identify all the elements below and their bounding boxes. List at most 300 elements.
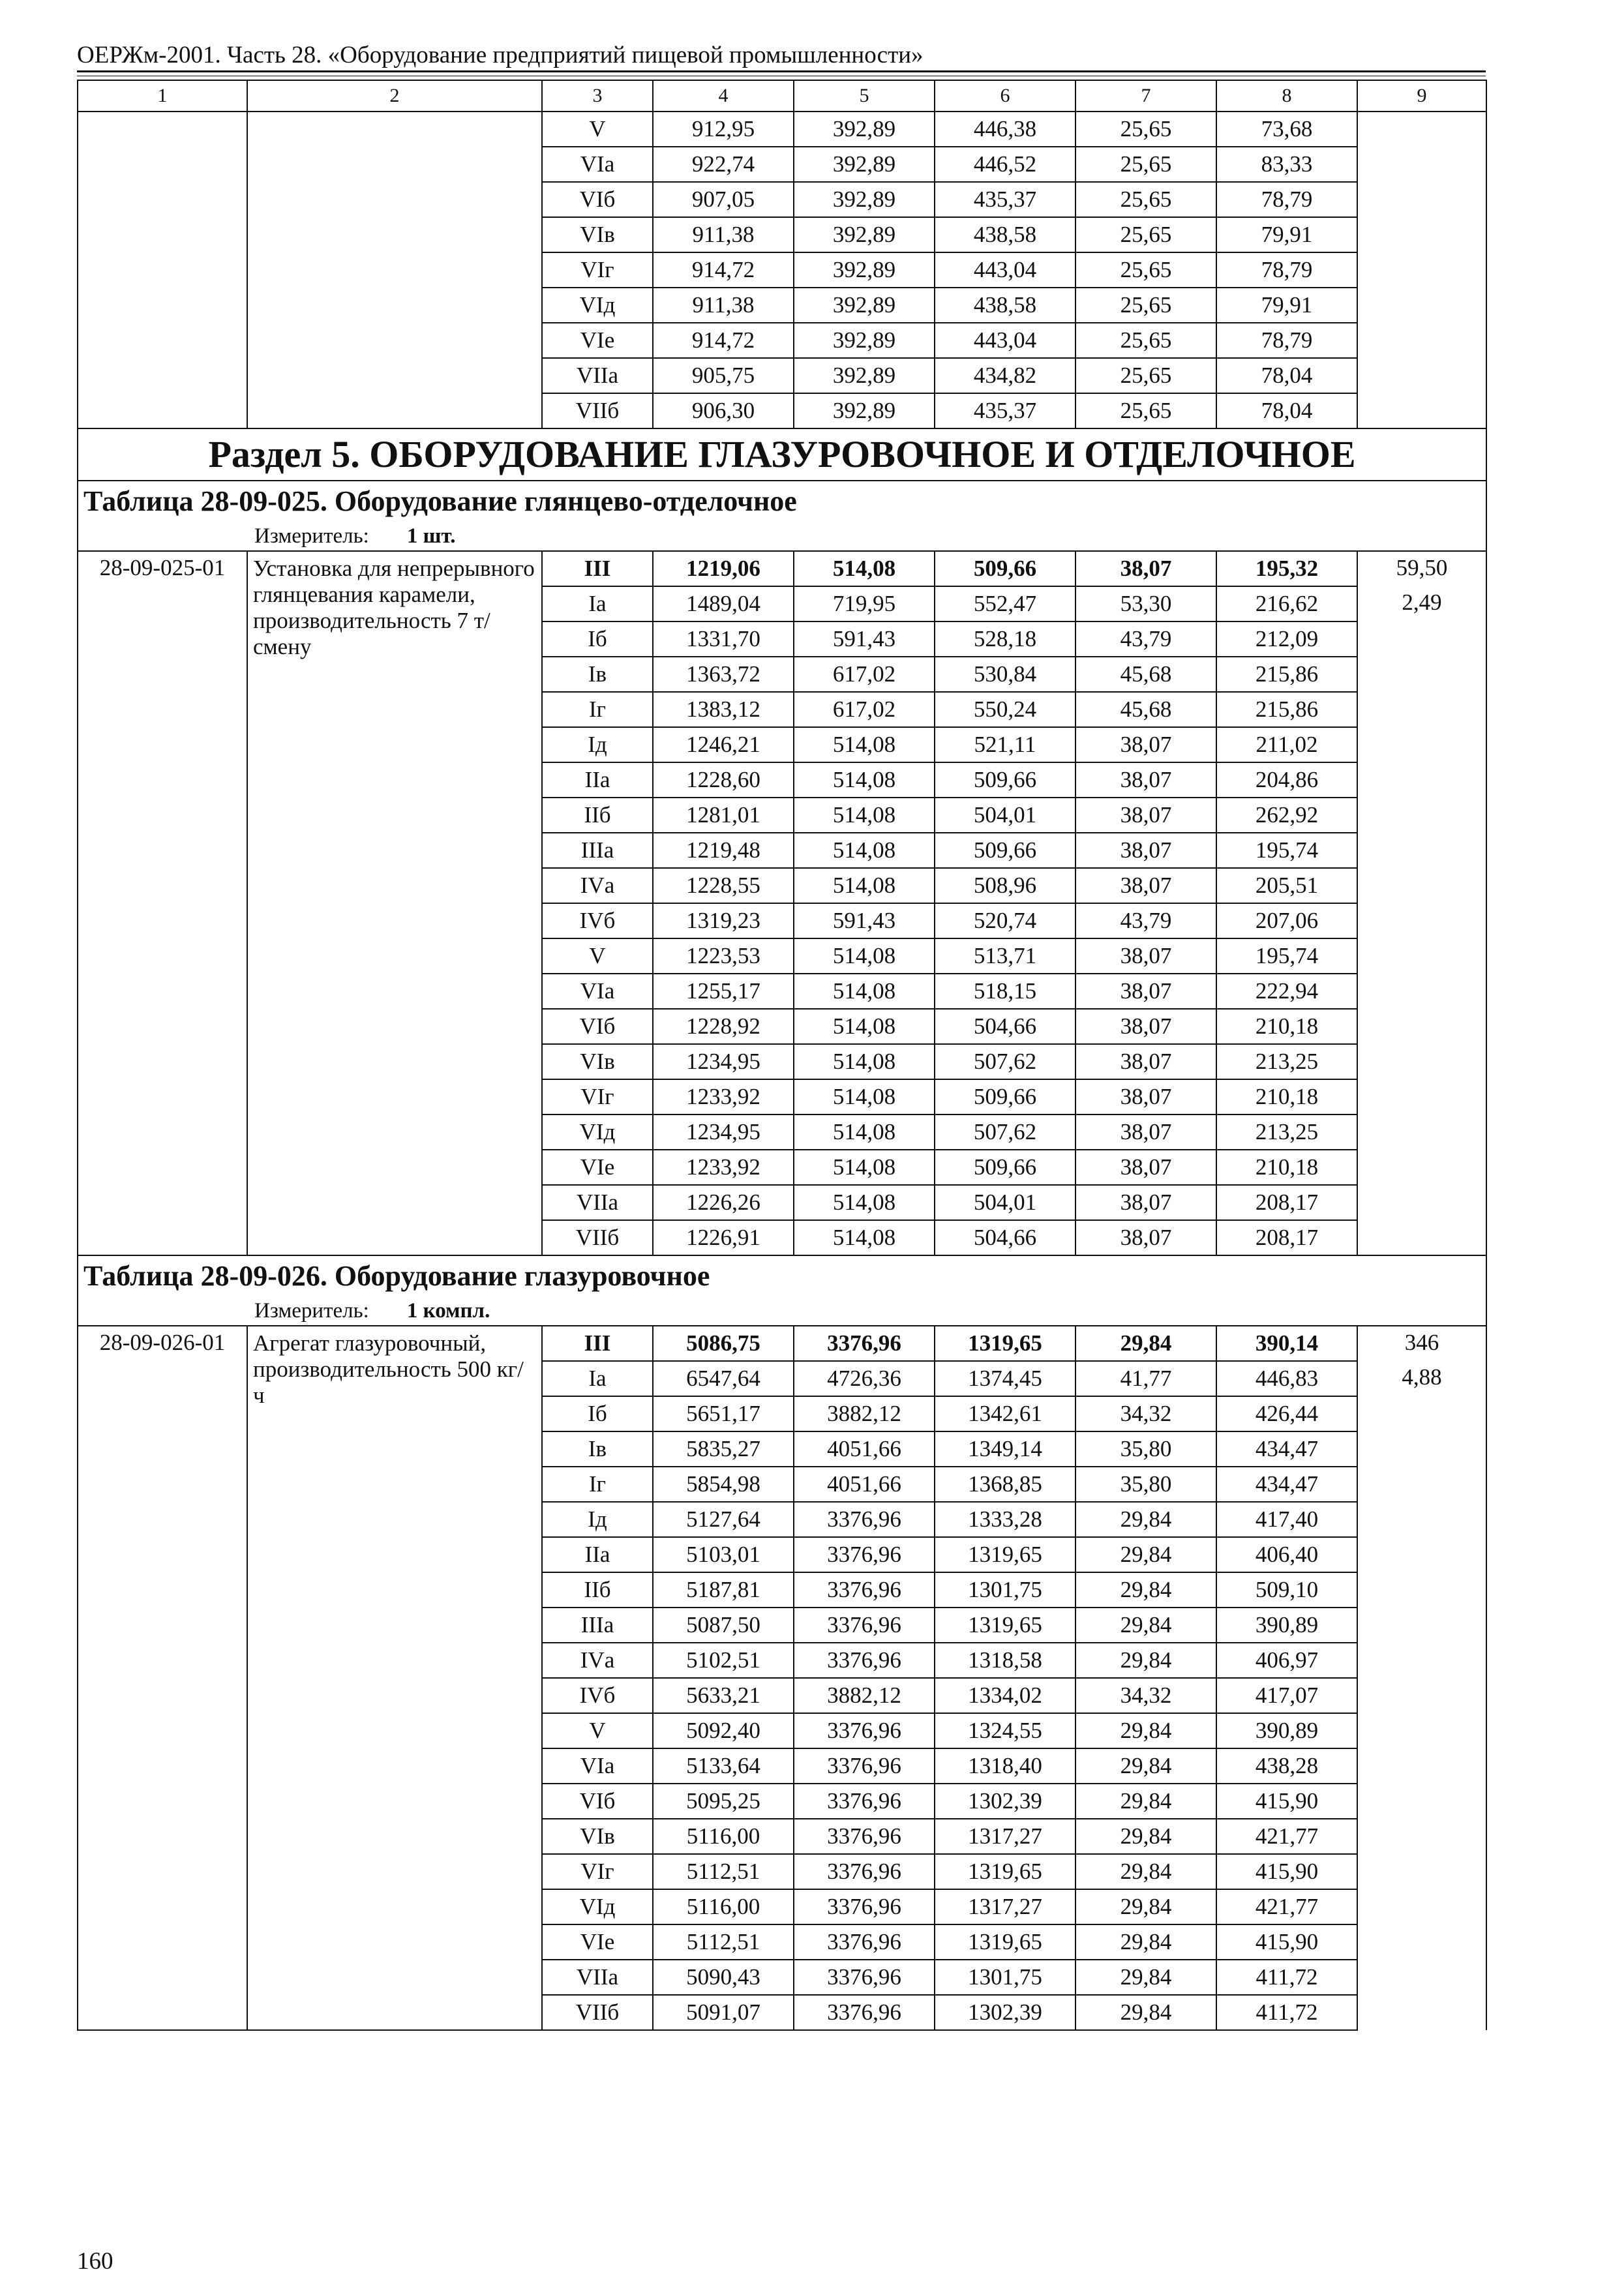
value-cell: 1317,27 xyxy=(935,1889,1075,1924)
measure-label: Измеритель: xyxy=(254,524,369,548)
value-cell: 210,18 xyxy=(1216,1079,1357,1115)
value-cell: 914,72 xyxy=(653,323,794,358)
value-cell: 25,65 xyxy=(1075,182,1216,217)
zone-cell: VIг xyxy=(542,1854,653,1889)
value-cell: 5133,64 xyxy=(653,1748,794,1784)
value-cell: 1301,75 xyxy=(935,1572,1075,1608)
rate-main-cell: 59,50 xyxy=(1357,551,1486,586)
value-cell: 504,01 xyxy=(935,798,1075,833)
value-cell: 3376,96 xyxy=(794,1713,935,1748)
value-cell: 4051,66 xyxy=(794,1467,935,1502)
value-cell: 29,84 xyxy=(1075,1713,1216,1748)
value-cell: 25,65 xyxy=(1075,288,1216,323)
value-cell: 392,89 xyxy=(794,323,935,358)
value-cell: 3376,96 xyxy=(794,1643,935,1678)
value-cell: 1317,27 xyxy=(935,1819,1075,1854)
zone-cell: VIв xyxy=(542,217,653,252)
value-cell: 1319,65 xyxy=(935,1608,1075,1643)
value-cell: 38,07 xyxy=(1075,868,1216,903)
value-cell: 392,89 xyxy=(794,358,935,393)
value-cell: 392,89 xyxy=(794,217,935,252)
zone-cell: IIб xyxy=(542,1572,653,1608)
value-cell: 3376,96 xyxy=(794,1572,935,1608)
column-number: 5 xyxy=(794,80,935,112)
value-cell: 1489,04 xyxy=(653,586,794,621)
value-cell: 29,84 xyxy=(1075,1819,1216,1854)
value-cell: 514,08 xyxy=(794,868,935,903)
zone-cell: VIб xyxy=(542,182,653,217)
value-cell: 438,58 xyxy=(935,217,1075,252)
zone-cell: V xyxy=(542,1713,653,1748)
value-cell: 3376,96 xyxy=(794,1784,935,1819)
name-cell-empty xyxy=(247,112,542,428)
value-cell: 38,07 xyxy=(1075,974,1216,1009)
value-cell: 514,08 xyxy=(794,1185,935,1220)
value-cell: 5087,50 xyxy=(653,1608,794,1643)
value-cell: 3376,96 xyxy=(794,1608,935,1643)
value-cell: 1319,23 xyxy=(653,903,794,938)
value-cell: 392,89 xyxy=(794,393,935,428)
value-cell: 390,14 xyxy=(1216,1326,1357,1361)
value-cell: 210,18 xyxy=(1216,1150,1357,1185)
value-cell: 434,47 xyxy=(1216,1431,1357,1467)
code-cell: 28-09-025-01 xyxy=(78,551,247,1255)
value-cell: 514,08 xyxy=(794,833,935,868)
value-cell: 1281,01 xyxy=(653,798,794,833)
value-cell: 1319,65 xyxy=(935,1537,1075,1572)
value-cell: 1219,06 xyxy=(653,551,794,586)
name-cell: Установка для непрерывного глянцевания карамели, производительность 7 т/смену xyxy=(247,551,542,1255)
value-cell: 5092,40 xyxy=(653,1713,794,1748)
value-cell: 1233,92 xyxy=(653,1079,794,1115)
value-cell: 922,74 xyxy=(653,147,794,182)
value-cell: 216,62 xyxy=(1216,586,1357,621)
value-cell: 1319,65 xyxy=(935,1326,1075,1361)
value-cell: 25,65 xyxy=(1075,323,1216,358)
rate-second-cell: 4,88 xyxy=(1357,1361,1486,2030)
value-cell: 1228,92 xyxy=(653,1009,794,1044)
value-cell: 1234,95 xyxy=(653,1044,794,1079)
zone-cell: VIд xyxy=(542,1115,653,1150)
zone-cell: Iа xyxy=(542,1361,653,1396)
rate-second-cell: 2,49 xyxy=(1357,586,1486,1255)
value-cell: 29,84 xyxy=(1075,1537,1216,1572)
value-cell: 426,44 xyxy=(1216,1396,1357,1431)
zone-cell: VIа xyxy=(542,147,653,182)
value-cell: 38,07 xyxy=(1075,798,1216,833)
value-cell: 35,80 xyxy=(1075,1467,1216,1502)
zone-cell: IVа xyxy=(542,1643,653,1678)
value-cell: 5103,01 xyxy=(653,1537,794,1572)
value-cell: 530,84 xyxy=(935,657,1075,692)
value-cell: 38,07 xyxy=(1075,727,1216,762)
value-cell: 25,65 xyxy=(1075,217,1216,252)
name-cell: Агрегат глазуровочный, производительность 500 кг/ч xyxy=(247,1326,542,2030)
value-cell: 514,08 xyxy=(794,551,935,586)
value-cell: 3376,96 xyxy=(794,1326,935,1361)
value-cell: 446,38 xyxy=(935,112,1075,147)
table-title: Таблица 28-09-025. Оборудование глянцево-отделочное xyxy=(78,481,1486,522)
value-cell: 513,71 xyxy=(935,938,1075,974)
value-cell: 4726,36 xyxy=(794,1361,935,1396)
measure-row xyxy=(78,522,1486,551)
value-cell: 914,72 xyxy=(653,252,794,288)
value-cell: 1301,75 xyxy=(935,1960,1075,1995)
value-cell: 38,07 xyxy=(1075,1009,1216,1044)
value-cell: 3376,96 xyxy=(794,1889,935,1924)
value-cell: 29,84 xyxy=(1075,1960,1216,1995)
value-cell: 73,68 xyxy=(1216,112,1357,147)
value-cell: 43,79 xyxy=(1075,621,1216,657)
value-cell: 29,84 xyxy=(1075,1643,1216,1678)
value-cell: 34,32 xyxy=(1075,1396,1216,1431)
value-cell: 509,66 xyxy=(935,1150,1075,1185)
value-cell: 509,66 xyxy=(935,762,1075,798)
value-cell: 35,80 xyxy=(1075,1431,1216,1467)
measure-row xyxy=(78,1296,1486,1326)
value-cell: 911,38 xyxy=(653,288,794,323)
value-cell: 29,84 xyxy=(1075,1502,1216,1537)
value-cell: 591,43 xyxy=(794,903,935,938)
value-cell: 417,40 xyxy=(1216,1502,1357,1537)
column-number: 8 xyxy=(1216,80,1357,112)
value-cell: 514,08 xyxy=(794,1220,935,1255)
value-cell: 29,84 xyxy=(1075,1889,1216,1924)
table-title: Таблица 28-09-026. Оборудование глазуровочное xyxy=(78,1255,1486,1296)
value-cell: 507,62 xyxy=(935,1115,1075,1150)
value-cell: 1302,39 xyxy=(935,1995,1075,2030)
value-cell: 3376,96 xyxy=(794,1748,935,1784)
zone-cell: Iг xyxy=(542,1467,653,1502)
value-cell: 1319,65 xyxy=(935,1854,1075,1889)
value-cell: 514,08 xyxy=(794,974,935,1009)
value-cell: 1342,61 xyxy=(935,1396,1075,1431)
zone-cell: VIIа xyxy=(542,1185,653,1220)
zone-cell: IIб xyxy=(542,798,653,833)
value-cell: 905,75 xyxy=(653,358,794,393)
value-cell: 1233,92 xyxy=(653,1150,794,1185)
value-cell: 38,07 xyxy=(1075,833,1216,868)
zone-cell: V xyxy=(542,938,653,974)
value-cell: 912,95 xyxy=(653,112,794,147)
zone-cell: VIе xyxy=(542,1150,653,1185)
value-cell: 514,08 xyxy=(794,762,935,798)
value-cell: 1318,58 xyxy=(935,1643,1075,1678)
value-cell: 5095,25 xyxy=(653,1784,794,1819)
value-cell: 550,24 xyxy=(935,692,1075,727)
table-title-row xyxy=(78,1255,1486,1296)
value-cell: 38,07 xyxy=(1075,1044,1216,1079)
value-cell: 195,74 xyxy=(1216,833,1357,868)
value-cell: 719,95 xyxy=(794,586,935,621)
zone-cell: Iб xyxy=(542,1396,653,1431)
value-cell: 911,38 xyxy=(653,217,794,252)
value-cell: 438,28 xyxy=(1216,1748,1357,1784)
value-cell: 83,33 xyxy=(1216,147,1357,182)
value-cell: 446,83 xyxy=(1216,1361,1357,1396)
zone-cell: Iв xyxy=(542,657,653,692)
value-cell: 1368,85 xyxy=(935,1467,1075,1502)
value-cell: 507,62 xyxy=(935,1044,1075,1079)
value-cell: 392,89 xyxy=(794,252,935,288)
value-cell: 1331,70 xyxy=(653,621,794,657)
value-cell: 392,89 xyxy=(794,112,935,147)
value-cell: 5854,98 xyxy=(653,1467,794,1502)
value-cell: 421,77 xyxy=(1216,1889,1357,1924)
value-cell: 38,07 xyxy=(1075,1220,1216,1255)
value-cell: 1383,12 xyxy=(653,692,794,727)
value-cell: 1334,02 xyxy=(935,1678,1075,1713)
table-title-row xyxy=(78,481,1486,522)
value-cell: 204,86 xyxy=(1216,762,1357,798)
column-number: 6 xyxy=(935,80,1075,112)
value-cell: 78,79 xyxy=(1216,252,1357,288)
value-cell: 504,01 xyxy=(935,1185,1075,1220)
zone-cell: VIе xyxy=(542,1924,653,1960)
value-cell: 79,91 xyxy=(1216,288,1357,323)
value-cell: 6547,64 xyxy=(653,1361,794,1396)
value-cell: 78,79 xyxy=(1216,182,1357,217)
value-cell: 443,04 xyxy=(935,252,1075,288)
zone-cell: Iд xyxy=(542,1502,653,1537)
zone-cell: IIIа xyxy=(542,833,653,868)
zone-cell: V xyxy=(542,112,653,147)
table-row xyxy=(78,551,1486,586)
value-cell: 509,66 xyxy=(935,551,1075,586)
value-cell: 41,77 xyxy=(1075,1361,1216,1396)
value-cell: 5633,21 xyxy=(653,1678,794,1713)
value-cell: 443,04 xyxy=(935,323,1075,358)
value-cell: 38,07 xyxy=(1075,1115,1216,1150)
zone-cell: Iд xyxy=(542,727,653,762)
value-cell: 411,72 xyxy=(1216,1995,1357,2030)
value-cell: 514,08 xyxy=(794,798,935,833)
column-number: 3 xyxy=(542,80,653,112)
value-cell: 509,10 xyxy=(1216,1572,1357,1608)
value-cell: 5116,00 xyxy=(653,1819,794,1854)
column-number: 2 xyxy=(247,80,542,112)
measure-label: Измеритель: xyxy=(254,1299,369,1323)
value-cell: 78,04 xyxy=(1216,393,1357,428)
zone-cell: VIд xyxy=(542,288,653,323)
value-cell: 5102,51 xyxy=(653,1643,794,1678)
value-cell: 446,52 xyxy=(935,147,1075,182)
value-cell: 25,65 xyxy=(1075,252,1216,288)
value-cell: 3376,96 xyxy=(794,1819,935,1854)
value-cell: 3376,96 xyxy=(794,1537,935,1572)
value-cell: 1318,40 xyxy=(935,1748,1075,1784)
value-cell: 509,66 xyxy=(935,833,1075,868)
zone-cell: VIг xyxy=(542,252,653,288)
value-cell: 5651,17 xyxy=(653,1396,794,1431)
value-cell: 25,65 xyxy=(1075,147,1216,182)
value-cell: 1349,14 xyxy=(935,1431,1075,1467)
value-cell: 421,77 xyxy=(1216,1819,1357,1854)
value-cell: 406,97 xyxy=(1216,1643,1357,1678)
code-cell: 28-09-026-01 xyxy=(78,1326,247,2030)
zone-cell: IIIа xyxy=(542,1608,653,1643)
value-cell: 417,07 xyxy=(1216,1678,1357,1713)
value-cell: 415,90 xyxy=(1216,1854,1357,1889)
value-cell: 1374,45 xyxy=(935,1361,1075,1396)
value-cell: 213,25 xyxy=(1216,1115,1357,1150)
value-cell: 1302,39 xyxy=(935,1784,1075,1819)
zone-cell: Iг xyxy=(542,692,653,727)
value-cell: 435,37 xyxy=(935,393,1075,428)
value-cell: 514,08 xyxy=(794,1009,935,1044)
value-cell: 79,91 xyxy=(1216,217,1357,252)
rate-cell-empty xyxy=(1357,112,1486,428)
value-cell: 520,74 xyxy=(935,903,1075,938)
value-cell: 514,08 xyxy=(794,727,935,762)
value-cell: 78,79 xyxy=(1216,323,1357,358)
value-cell: 390,89 xyxy=(1216,1713,1357,1748)
value-cell: 195,32 xyxy=(1216,551,1357,586)
zone-cell: III xyxy=(542,551,653,586)
zone-cell: IVб xyxy=(542,903,653,938)
value-cell: 617,02 xyxy=(794,657,935,692)
value-cell: 5127,64 xyxy=(653,1502,794,1537)
value-cell: 518,15 xyxy=(935,974,1075,1009)
zone-cell: Iа xyxy=(542,586,653,621)
value-cell: 29,84 xyxy=(1075,1748,1216,1784)
zone-cell: VIIб xyxy=(542,393,653,428)
value-cell: 38,07 xyxy=(1075,551,1216,586)
value-cell: 5187,81 xyxy=(653,1572,794,1608)
value-cell: 521,11 xyxy=(935,727,1075,762)
value-cell: 25,65 xyxy=(1075,112,1216,147)
value-cell: 38,07 xyxy=(1075,1185,1216,1220)
value-cell: 29,84 xyxy=(1075,1784,1216,1819)
value-cell: 514,08 xyxy=(794,1150,935,1185)
value-cell: 434,47 xyxy=(1216,1467,1357,1502)
value-cell: 38,07 xyxy=(1075,762,1216,798)
value-cell: 213,25 xyxy=(1216,1044,1357,1079)
value-cell: 514,08 xyxy=(794,938,935,974)
value-cell: 195,74 xyxy=(1216,938,1357,974)
value-cell: 1226,26 xyxy=(653,1185,794,1220)
value-cell: 215,86 xyxy=(1216,657,1357,692)
value-cell: 29,84 xyxy=(1075,1326,1216,1361)
column-number: 7 xyxy=(1075,80,1216,112)
value-cell: 45,68 xyxy=(1075,692,1216,727)
code-cell-empty xyxy=(78,112,247,428)
zone-cell: III xyxy=(542,1326,653,1361)
zone-cell: IIа xyxy=(542,1537,653,1572)
value-cell: 29,84 xyxy=(1075,1924,1216,1960)
value-cell: 5112,51 xyxy=(653,1924,794,1960)
zone-cell: IIа xyxy=(542,762,653,798)
value-cell: 1226,91 xyxy=(653,1220,794,1255)
value-cell: 617,02 xyxy=(794,692,935,727)
value-cell: 5091,07 xyxy=(653,1995,794,2030)
value-cell: 906,30 xyxy=(653,393,794,428)
value-cell: 1223,53 xyxy=(653,938,794,974)
value-cell: 1246,21 xyxy=(653,727,794,762)
value-cell: 5090,43 xyxy=(653,1960,794,1995)
value-cell: 3376,96 xyxy=(794,1924,935,1960)
rate-main-cell: 346 xyxy=(1357,1326,1486,1361)
zone-cell: IVа xyxy=(542,868,653,903)
zone-cell: VIIа xyxy=(542,1960,653,1995)
value-cell: 29,84 xyxy=(1075,1995,1216,2030)
column-number: 1 xyxy=(78,80,247,112)
measure-value: 1 компл. xyxy=(406,1299,490,1323)
value-cell: 25,65 xyxy=(1075,358,1216,393)
zone-cell: IVб xyxy=(542,1678,653,1713)
value-cell: 504,66 xyxy=(935,1009,1075,1044)
value-cell: 3376,96 xyxy=(794,1960,935,1995)
zone-cell: VIд xyxy=(542,1889,653,1924)
value-cell: 1333,28 xyxy=(935,1502,1075,1537)
page-header-title: ОЕРЖм-2001. Часть 28. «Оборудование предприятий пищевой промышленности» xyxy=(77,42,924,68)
value-cell: 38,07 xyxy=(1075,1079,1216,1115)
value-cell: 1255,17 xyxy=(653,974,794,1009)
value-cell: 215,86 xyxy=(1216,692,1357,727)
value-cell: 3376,96 xyxy=(794,1502,935,1537)
zone-cell: VIIа xyxy=(542,358,653,393)
value-cell: 29,84 xyxy=(1075,1572,1216,1608)
value-cell: 5112,51 xyxy=(653,1854,794,1889)
zone-cell: VIIб xyxy=(542,1995,653,2030)
value-cell: 38,07 xyxy=(1075,1150,1216,1185)
value-cell: 29,84 xyxy=(1075,1854,1216,1889)
zone-cell: VIв xyxy=(542,1044,653,1079)
value-cell: 53,30 xyxy=(1075,586,1216,621)
value-cell: 508,96 xyxy=(935,868,1075,903)
value-cell: 434,82 xyxy=(935,358,1075,393)
value-cell: 514,08 xyxy=(794,1044,935,1079)
value-cell: 34,32 xyxy=(1075,1678,1216,1713)
zone-cell: VIв xyxy=(542,1819,653,1854)
value-cell: 1324,55 xyxy=(935,1713,1075,1748)
value-cell: 5835,27 xyxy=(653,1431,794,1467)
value-cell: 392,89 xyxy=(794,288,935,323)
zone-cell: VIб xyxy=(542,1784,653,1819)
value-cell: 25,65 xyxy=(1075,393,1216,428)
value-cell: 406,40 xyxy=(1216,1537,1357,1572)
value-cell: 5086,75 xyxy=(653,1326,794,1361)
section-row xyxy=(78,428,1486,481)
value-cell: 212,09 xyxy=(1216,621,1357,657)
value-cell: 1319,65 xyxy=(935,1924,1075,1960)
value-cell: 504,66 xyxy=(935,1220,1075,1255)
value-cell: 1228,55 xyxy=(653,868,794,903)
value-cell: 5116,00 xyxy=(653,1889,794,1924)
rates-table xyxy=(77,80,1487,2031)
value-cell: 208,17 xyxy=(1216,1185,1357,1220)
value-cell: 907,05 xyxy=(653,182,794,217)
section-title: Раздел 5. ОБОРУДОВАНИЕ ГЛАЗУРОВОЧНОЕ И ОТДЕЛОЧНОЕ xyxy=(78,428,1486,481)
value-cell: 591,43 xyxy=(794,621,935,657)
page-number: 160 xyxy=(77,2248,113,2275)
value-cell: 210,18 xyxy=(1216,1009,1357,1044)
value-cell: 4051,66 xyxy=(794,1431,935,1467)
zone-cell: Iв xyxy=(542,1431,653,1467)
value-cell: 415,90 xyxy=(1216,1784,1357,1819)
value-cell: 415,90 xyxy=(1216,1924,1357,1960)
value-cell: 514,08 xyxy=(794,1115,935,1150)
value-cell: 1228,60 xyxy=(653,762,794,798)
value-cell: 390,89 xyxy=(1216,1608,1357,1643)
value-cell: 205,51 xyxy=(1216,868,1357,903)
value-cell: 438,58 xyxy=(935,288,1075,323)
value-cell: 3882,12 xyxy=(794,1678,935,1713)
value-cell: 1363,72 xyxy=(653,657,794,692)
value-cell: 3376,96 xyxy=(794,1854,935,1889)
table-row xyxy=(78,112,1486,147)
value-cell: 222,94 xyxy=(1216,974,1357,1009)
